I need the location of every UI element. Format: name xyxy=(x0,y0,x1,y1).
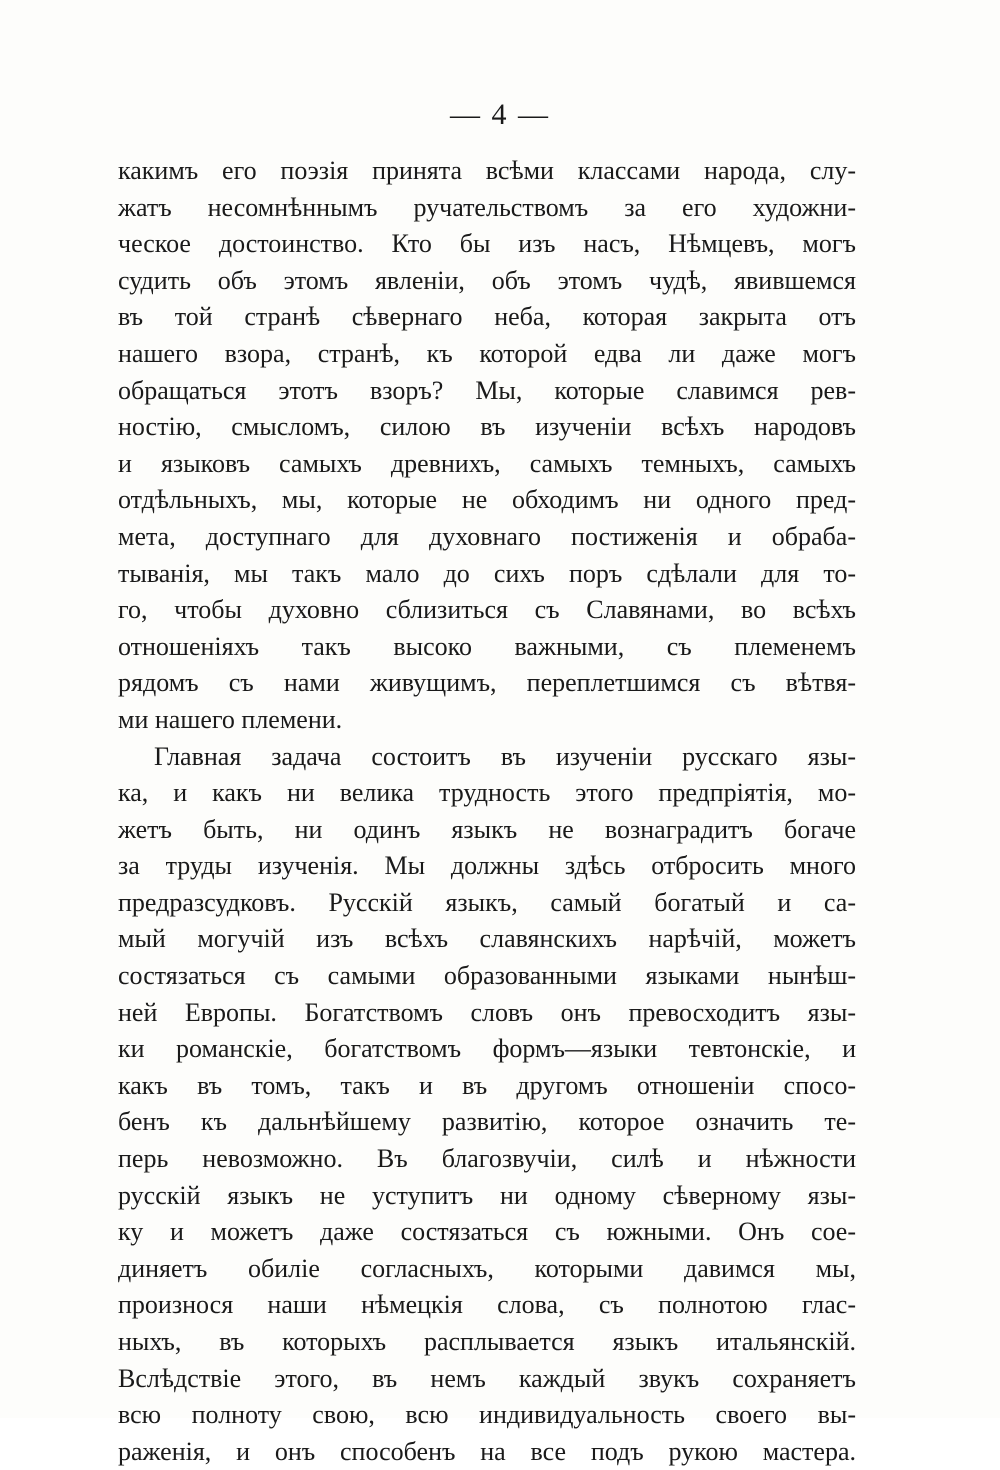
text-line: ку и можетъ даже состязаться съ южными. Онъ сое- xyxy=(118,1217,856,1247)
text-line: въ той странѣ сѣвернаго неба, которая закрыта отъ xyxy=(118,302,856,332)
text-line: перь невозможно. Въ благозвучіи, силѣ и нѣжности xyxy=(118,1144,856,1174)
text-line: нашего взора, странѣ, къ которой едва ли даже могъ xyxy=(118,338,856,368)
text-line: и языковъ самыхъ древнихъ, самыхъ темныхъ, самыхъ xyxy=(118,448,856,478)
text-line: какъ въ томъ, такъ и въ другомъ отношеніи спосо- xyxy=(118,1070,856,1100)
text-line: состязаться съ самыми образованными языками нынѣш- xyxy=(118,961,856,991)
text-line: всю полноту свою, всю индивидуальность своего вы- xyxy=(118,1400,856,1430)
text-line: за труды изученія. Мы должны здѣсь отбросить много xyxy=(118,851,856,881)
text-line: мета, доступнаго для духовнаго постиженія и обраба- xyxy=(118,521,856,551)
text-line: жатъ несомнѣннымъ ручательствомъ за его художни- xyxy=(118,192,856,222)
text-line: рядомъ съ нами живущимъ, переплетшимся съ вѣтвя- xyxy=(118,668,856,698)
text-line: ки романскіе, богатствомъ формъ—языки тевтонскіе, и xyxy=(118,1034,856,1064)
text-line: мый могучій изъ всѣхъ славянскихъ нарѣчій, можетъ xyxy=(118,924,856,954)
text-line: ней Европы. Богатствомъ словъ онъ превосходитъ язы- xyxy=(118,997,856,1027)
text-line: отношеніяхъ такъ высоко важными, съ племенемъ xyxy=(118,631,856,661)
text-line: го, чтобы духовно сблизиться съ Славянами, во всѣхъ xyxy=(118,595,856,625)
text-line: Главная задача состоитъ въ изученіи русскаго язы- xyxy=(154,741,856,771)
text-line: бенъ къ дальнѣйшему развитію, которое означить те- xyxy=(118,1107,856,1137)
text-line: жетъ быть, ни одинъ языкъ не вознаградитъ богаче xyxy=(118,814,856,844)
text-line: диняетъ обиліе согласныхъ, которыми давимся мы, xyxy=(118,1253,856,1283)
text-line: произнося наши нѣмецкія слова, съ полнотою глас- xyxy=(118,1290,856,1320)
body-text xyxy=(118,153,856,1470)
text-line: отдѣльныхъ, мы, которые не обходимъ ни одного пред- xyxy=(118,485,856,515)
page-number: — 4 — xyxy=(450,98,550,131)
text-line: русскій языкъ не уступитъ ни одному сѣверному язы- xyxy=(118,1180,856,1210)
text-line: тыванія, мы такъ мало до сихъ поръ сдѣлали для то- xyxy=(118,558,856,588)
text-line: ныхъ, въ которыхъ расплывается языкъ итальянскій. xyxy=(118,1327,856,1356)
text-line: Вслѣдствіе этого, въ немъ каждый звукъ сохраняетъ xyxy=(118,1363,856,1393)
text-line: обращаться этотъ взоръ? Мы, которые славимся рев- xyxy=(118,375,856,405)
text-line: какимъ его поэзія принята всѣми классами народа, слу- xyxy=(118,156,856,185)
text-line: судить объ этомъ явленіи, объ этомъ чудѣ, явившемся xyxy=(118,265,856,295)
text-line: ностію, смысломъ, силою въ изученіи всѣхъ народовъ xyxy=(118,412,856,442)
text-line: предразсудковъ. Русскій языкъ, самый богатый и са- xyxy=(118,887,856,917)
text-line: ка, и какъ ни велика трудность этого предпріятія, мо- xyxy=(118,778,856,808)
text-line: ми нашего племени. xyxy=(118,704,343,734)
text-line: раженія, и онъ способенъ на все подъ рукою мастера. xyxy=(118,1436,856,1466)
text-line: ческое достоинство. Кто бы изъ насъ, Нѣмцевъ, могъ xyxy=(118,229,856,259)
